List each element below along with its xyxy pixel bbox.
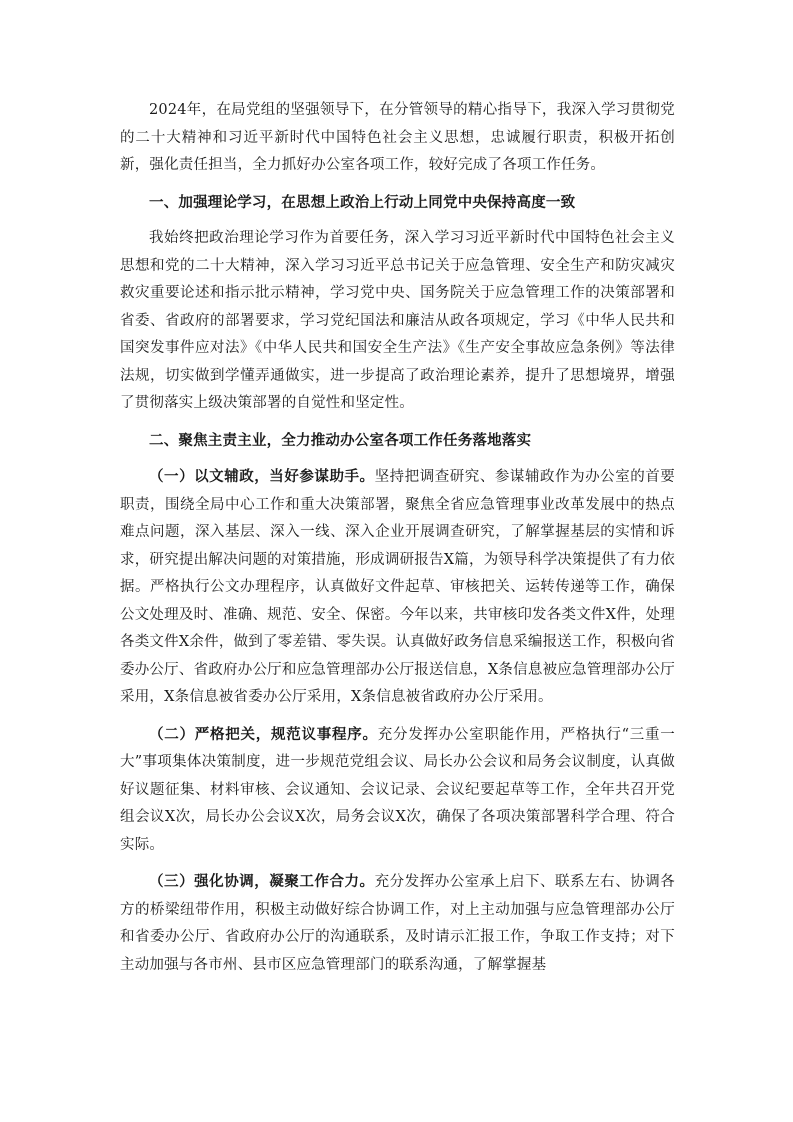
section-1-paragraph: 我始终把政治理论学习作为首要任务，深入学习习近平新时代中国特色社会主义思想和党的二十大精神，深入学习习近平总书记关于应急管理、安全生产和防灾减灾救灾重要论述和指示批示精神，学习党中央、国务院关于应急管理工作的决策部署和省委、省政府的部署要求，学习党纪国法和廉洁从政各项规定，学习《中华人民共和国突发事件应对法》《中华人民共和国安全生产法》《生产安全事故应急条例》等法律法规，切实做到学懂弄通做实，进一步提高了政治理论素养，提升了思想境界，增强了贯彻落实上级决策部署的自觉性和坚定性。 [120, 230, 675, 411]
subsection-3-body: 充分发挥办公室承上启下、联系左右、协调各方的桥梁纽带作用，积极主动做好综合协调工作，对上主动加强与应急管理部办公厅和省委办公厅、省政府办公厅的沟通联系，及时请示汇报工作，争取工作支持；对下主动加强与各市州、县市区应急管理部门的联系沟通，了解掌握基 [120, 874, 676, 973]
subsection-2-paragraph [120, 721, 675, 860]
subsection-1-body: 坚持把调查研究、参谋辅政作为办公室的首要职责，围绕全局中心工作和重大决策部署，聚焦全省应急管理事业改革发展中的热点难点问题，深入基层、深入一线、深入企业开展调查研究，了解掌握基层的实情和诉求，研究提出解决问题的对策措施，形成调研报告X篇，为领导科学决策提供了有力依据。严格执行公文办理程序，认真做好文件起草、审核把关、运转传递等工作，确保公文处理及时、准确、规范、安全、保密。今年以来，共审核印发各类文件X件，处理各类文件X余件，做到了零差错、零失误。认真做好政务信息采编报送工作，积极向省委办公厅、省政府办公厅和应急管理部办公厅报送信息，X条信息被应急管理部办公厅采用，X条信息被省委办公厅采用，X条信息被省政府办公厅采用。 [120, 469, 676, 705]
subsection-1-paragraph [120, 463, 675, 712]
intro-paragraph: 2024年，在局党组的坚强领导下，在分管领导的精心指导下，我深入学习贯彻党的二十大精神和习近平新时代中国特色社会主义思想，忠诚履行职责，积极开拓创新，强化责任担当，全力抓好办公室各项工作，较好完成了各项工作任务。 [120, 102, 675, 173]
document-body [120, 97, 675, 979]
section-2-heading: 二、聚焦主责主业，全力推动办公室各项工作任务落地落实 [149, 431, 532, 449]
section-1-heading: 一、加强理论学习，在思想上政治上行动上同党中央保持高度一致 [149, 193, 576, 211]
subsection-3-paragraph [120, 868, 675, 979]
subsection-1-title: （一）以文辅政，当好参谋助手。 [149, 468, 375, 485]
subsection-2-title: （二）严格把关，规范议事程序。 [149, 725, 378, 743]
subsection-3-title: （三）强化协调，凝聚工作合力。 [149, 873, 375, 890]
subsection-2-body: 充分发挥办公室职能作用，严格执行“三重一大”事项集体决策制度，进一步规范党组会议、局长办公会议和局务会议制度，认真做好议题征集、材料审核、会议通知、会议记录、会议纪要起草等工作，全年共召开党组会议X次，局长办公会议X次，局务会议X次，确保了各项决策部署科学合理、符合实际。 [120, 726, 675, 853]
